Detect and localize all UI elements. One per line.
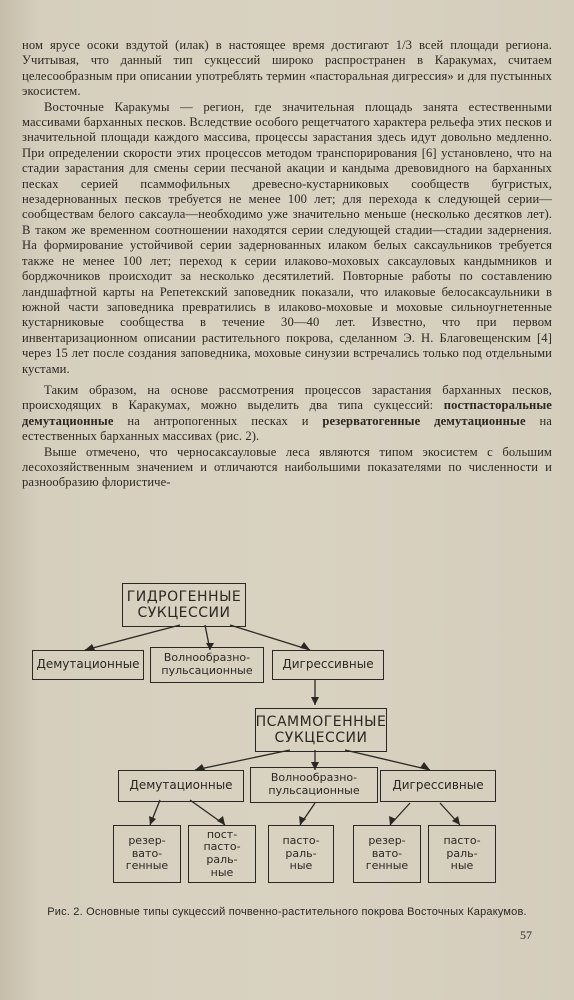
leaf-reservatogenic-2-label: резер- вато- генные [365, 834, 409, 873]
psammo-digression-box [380, 770, 496, 802]
hydro-digression-box [272, 650, 384, 680]
hydro-demutation-label: Демутационные [36, 657, 140, 672]
psammo-demutation-label: Демутационные [129, 778, 233, 793]
psammo-demutation-box [118, 770, 244, 802]
paragraph-2: Восточные Каракумы — регион, где значительная площадь занята естественными массивами барханных песков. Вследствие особого рещетчатого характера рельефа этих песков и значительной площади каждого массива, процессы зарастания здесь идут довольно медленно. При определении скорости этих процессов методом транспорирования [6] установлено, что на стадии зарастания для смены серии песчаной акации и кандыма древовидного на барханных песках серией псаммофильных древесно-кустарниковых сообществ бугристых, незадернованных песков требуется не менее 100 лет; для перехода к следующей серии—сообществам белого саксаула—необходимо уже значительно меньше (несколько десятков лет). В таком же временном соотношении находятся серии следующей стадии—стадии задернения. На формирование устойчивой серии задернованных илаком белых саксаульников требуется также не менее 100 лет; переход к серии илаково-моховых саксауловых кандымников и борджочников происходит за несколько десятилетий. Повторные работы по составлению ландшафтной карты на Репетекский заповедник показали, что илаковые белосаксаульники в южной части заповедника превратились в илаково-моховые и моховые сильноугнетенные кустарниковые сообщества в течение 30—40 лет. Известно, что при первом инвентаризационном описании растительного покрова, сделанном Э. Н. Благовещенским [4] через 15 лет после создания заповедника, моховые синузии встречались только под отдельными кустами. [22, 99, 552, 376]
hydro-wave-pulse-box [150, 647, 264, 683]
hydrogenic-successions-box [122, 583, 246, 627]
leaf-pastoral-1 [268, 825, 334, 883]
page-number: 57 [520, 928, 532, 942]
paragraph-3-mid: на антропогенных песках и [113, 413, 323, 428]
leaf-pastoral-1-label: пасто- раль- ные [282, 834, 320, 873]
psammo-wave-pulse-label: Волнообразно- пульсационные [268, 771, 360, 797]
psammogenic-successions-box [255, 708, 387, 752]
leaf-reservatogenic-1-label: резер- вато- генные [125, 834, 169, 873]
leaf-postpastoral [188, 825, 256, 883]
psammogenic-label: ПСАММОГЕННЫЕ СУКЦЕССИИ [255, 713, 387, 746]
paragraph-1: ном ярусе осоки вздутой (илак) в настоящее время достигают 1/3 всей площади региона. Учитывая, что данный тип сукцессий широко распространен в Каракумах, считаем целесообразным при описании употреблять термин «пасторальная дигрессия» и для пустынных экосистем. [22, 38, 552, 99]
leaf-reservatogenic-1 [113, 825, 181, 883]
hydro-digression-label: Дигрессивные [282, 657, 374, 672]
hydro-wave-pulse-label: Волнообразно- пульсационные [161, 651, 253, 677]
term-reservatogenic: резерватогенные демутационные [322, 413, 526, 428]
body-text [22, 38, 552, 491]
leaf-pastoral-2-label: пасто- раль- ные [443, 834, 481, 873]
succession-diagram [0, 575, 574, 905]
hydro-demutation-box [32, 650, 144, 680]
psammo-digression-label: Дигрессивные [392, 778, 484, 793]
leaf-postpastoral-label: пост- пасто- раль- ные [203, 827, 241, 879]
paragraph-4: Выше отмечено, что черносаксауловые леса являются типом экосистем с большим лесохозяйственным значением и отличаются наибольшими показателями по численности и разнообразию флористиче- [22, 444, 552, 490]
paragraph-3 [22, 383, 552, 445]
term-postpastoral: постпасторальные демутационные [22, 398, 552, 428]
leaf-pastoral-2 [428, 825, 496, 883]
paragraph-3-intro: Таким образом, на основе рассмотрения процессов зарастания барханных песков, происходящих в Каракумах, можно выделить два типа сукцессий: [22, 382, 552, 413]
hydrogenic-label: ГИДРОГЕННЫЕ СУКЦЕССИИ [126, 588, 242, 621]
psammo-wave-pulse-box [250, 767, 378, 803]
paragraph-3-end: на естественных барханных массивах (рис. 2). [22, 413, 552, 444]
leaf-reservatogenic-2 [353, 825, 421, 883]
figure-caption: Рис. 2. Основные типы сукцессий почвенно-растительного покрова Восточных Каракумов. [47, 906, 527, 918]
